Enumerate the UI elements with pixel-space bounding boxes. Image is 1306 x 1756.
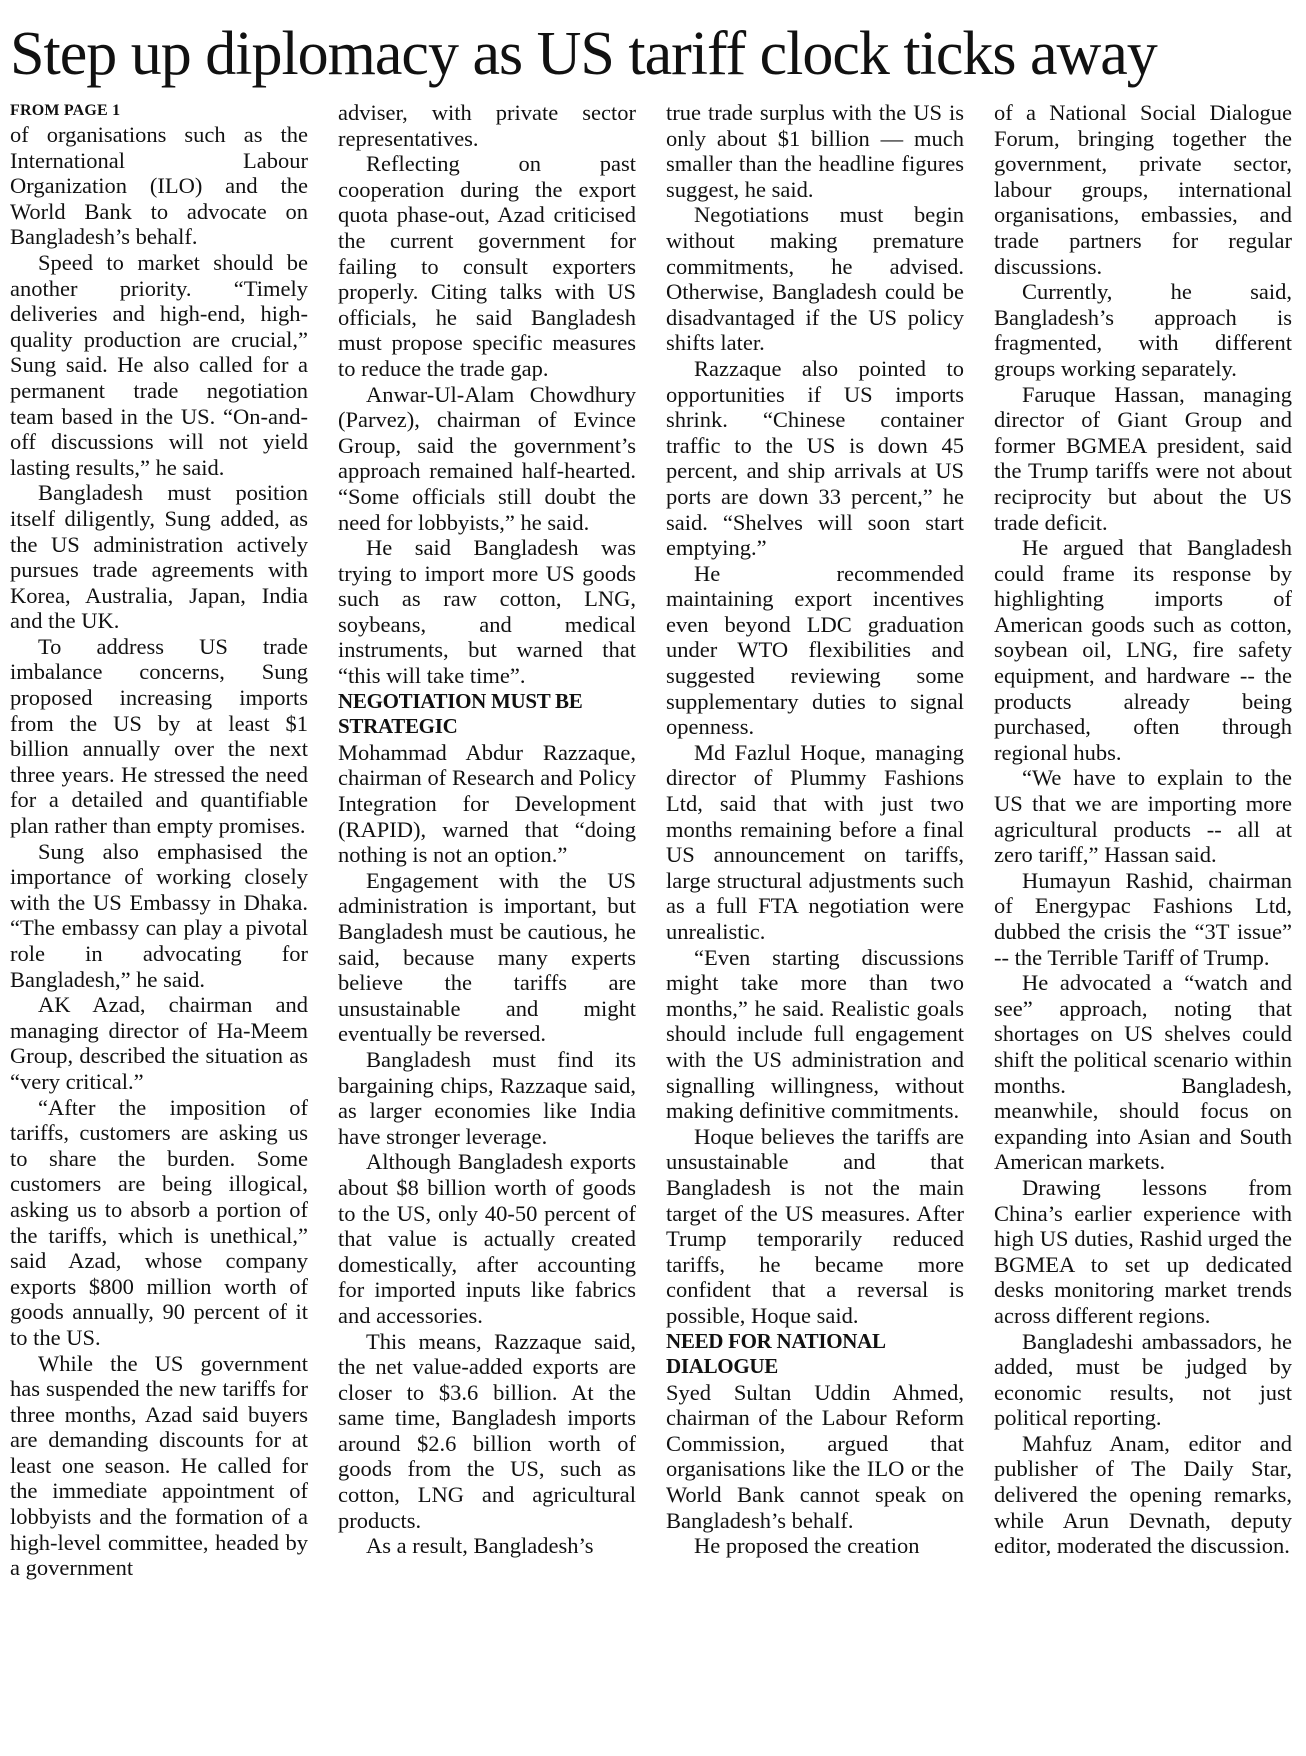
paragraph: Md Fazlul Hoque, managing director of Plummy Fashions Ltd, said that with just two months remaining before a final US announcement on tariffs, large structural adjustments such as a full FTA negotiation were unrealistic.	[666, 739, 964, 944]
paragraph: Drawing lessons from China’s earlier experience with high US duties, Rashid urged the BGMEA to set up dedicated desks monitoring market trends across different regions.	[994, 1174, 1292, 1328]
paragraph: Bangladesh must find its bargaining chips, Razzaque said, as larger economies like India have stronger leverage.	[338, 1046, 636, 1149]
paragraph: He said Bangladesh was trying to import more US goods such as raw cotton, LNG, soybeans, and medical instruments, but warned that “this will take time”.	[338, 535, 636, 689]
paragraph: Anwar-Ul-Alam Chowdhury (Parvez), chairman of Evince Group, said the government’s approach remained half-hearted. “Some officials still doubt the need for lobbyists,” he said.	[338, 381, 636, 535]
paragraph: Humayun Rashid, chairman of Energypac Fashions Ltd, dubbed the crisis the “3T issue” -- the Terrible Tariff of Trump.	[994, 867, 1292, 970]
paragraph: Faruque Hassan, managing director of Giant Group and former BGMEA president, said the Trump tariffs were not about reciprocity but about the US trade deficit.	[994, 381, 1292, 535]
paragraph: He proposed the creation	[694, 1533, 920, 1559]
paragraph: Bangladeshi ambassadors, he added, must be judged by economic results, not just political reporting.	[994, 1328, 1292, 1431]
paragraph: Speed to market should be another priority. “Timely deliveries and high-end, high-quality production are crucial,” Sung said. He also called for a permanent trade negotiation team based in the US. “On-and-off discussions will not yield lasting results,” he said.	[10, 249, 308, 480]
paragraph: He recommended maintaining export incentives even beyond LDC graduation under WTO flexibilities and suggested reviewing some supplementary duties to signal openness.	[666, 560, 964, 740]
paragraph: AK Azad, chairman and managing director of Ha-Meem Group, described the situation as “very critical.”	[10, 992, 308, 1094]
paragraph: He argued that Bangladesh could frame its response by highlighting imports of American goods such as cotton, soybean oil, LNG, fire safety equipment, and hardware -- the products already being purchased, often through regional hubs.	[994, 535, 1292, 765]
headline: Step up diplomacy as US tariff clock ticks away	[10, 20, 1157, 88]
paragraph: of a National Social Dialogue Forum, bringing together the government, private sector, labour groups, international organisations, embassies, and trade partners for regular discussions.	[994, 100, 1292, 279]
article-column-2	[338, 100, 636, 1559]
paragraph: Razzaque also pointed to opportunities if US imports shrink. “Chinese container traffic to the US is down 45 percent, and ship arrivals at US ports are down 33 percent,” he said. “Shelves will soon start emptying.”	[666, 355, 964, 561]
paragraph: “After the imposition of tariffs, customers are asking us to share the burden. Some customers are being illogical, asking us to absorb a portion of the tariffs, which is unethical,” said Azad, whose company exports $800 million worth of goods annually, 90 percent of it to the US.	[10, 1094, 308, 1350]
paragraph: Although Bangladesh exports about $8 billion worth of goods to the US, only 40-50 percent of that value is actually created domestically, after accounting for imported inputs like fabrics and accessories.	[338, 1149, 636, 1328]
paragraph: Engagement with the US administration is important, but Bangladesh must be cautious, he said, because many experts believe the tariffs are unsustainable and might eventually be reversed.	[338, 867, 636, 1047]
paragraph: Mohammad Abdur Razzaque, chairman of Research and Policy Integration for Development (RAPID), warned that “doing nothing is not an option.”	[338, 739, 636, 868]
kicker: FROM PAGE 1	[10, 102, 121, 119]
paragraph: Bangladesh must position itself diligently, Sung added, as the US administration actively pursues trade agreements with Korea, Australia, Japan, India and the UK.	[10, 480, 308, 634]
paragraph: Negotiations must begin without making premature commitments, he advised. Otherwise, Bangladesh could be disadvantaged if the US policy shifts later.	[666, 202, 964, 356]
paragraph: While the US government has suspended the new tariffs for three months, Azad said buyers are demanding discounts for at least one season. He called for the immediate appointment of lobbyists and the formation of a high-level committee, headed by a government	[10, 1350, 308, 1581]
paragraph: He advocated a “watch and see” approach, noting that shortages on US shelves could shift the political scenario within months. Bangladesh, meanwhile, should focus on expanding into Asian and South American markets.	[994, 970, 1292, 1175]
paragraph: of organisations such as the International Labour Organization (ILO) and the World Bank to advocate on Bangladesh’s behalf.	[10, 122, 308, 250]
paragraph: Sung also emphasised the importance of working closely with the US Embassy in Dhaka. “The embassy can play a pivotal role in advocating for Bangladesh,” he said.	[10, 838, 308, 992]
paragraph: “We have to explain to the US that we are importing more agricultural products -- all at zero tariff,” Hassan said.	[994, 765, 1292, 868]
paragraph: “Even starting discussions might take more than two months,” he said. Realistic goals should include full engagement with the US administration and signalling willingness, without making definitive commitments.	[666, 944, 964, 1124]
article-column-1	[10, 100, 308, 1581]
article-column-4	[994, 100, 1292, 1559]
section-subheading: NEED FOR NATIONAL DIALOGUE	[666, 1328, 885, 1379]
paragraph: Mahfuz Anam, editor and publisher of The Daily Star, delivered the opening remarks, while Arun Devnath, deputy editor, moderated the discussion.	[994, 1430, 1292, 1559]
paragraph: true trade surplus with the US is only about $1 billion — much smaller than the headline figures suggest, he said.	[666, 100, 964, 202]
paragraph: Syed Sultan Uddin Ahmed, chairman of the Labour Reform Commission, argued that organisations like the ILO or the World Bank cannot speak on Bangladesh’s behalf.	[666, 1379, 964, 1533]
paragraph: Reflecting on past cooperation during the export quota phase-out, Azad criticised the current government for failing to consult exporters properly. Citing talks with US officials, he said Bangladesh must propose specific measures to reduce the trade gap.	[338, 151, 636, 381]
paragraph: adviser, with private sector representatives.	[338, 100, 636, 151]
paragraph: Currently, he said, Bangladesh’s approach is fragmented, with different groups working separately.	[994, 279, 1292, 381]
paragraph: To address US trade imbalance concerns, Sung proposed increasing imports from the US by at least $1 billion annually over the next three years. He stressed the need for a detailed and quantifiable plan rather than empty promises.	[10, 633, 308, 839]
article-column-3	[666, 100, 964, 1559]
paragraph: Hoque believes the tariffs are unsustainable and that Bangladesh is not the main target of the US measures. After Trump temporarily reduced tariffs, he became more confident that a reversal is possible, Hoque said.	[666, 1123, 964, 1328]
paragraph: As a result, Bangladesh’s	[366, 1533, 594, 1559]
section-subheading: NEGOTIATION MUST BE STRATEGIC	[338, 688, 583, 739]
paragraph: This means, Razzaque said, the net value-added exports are closer to $3.6 billion. At the same time, Bangladesh imports around $2.6 billion worth of goods from the US, such as cotton, LNG and agricultural products.	[338, 1328, 636, 1533]
